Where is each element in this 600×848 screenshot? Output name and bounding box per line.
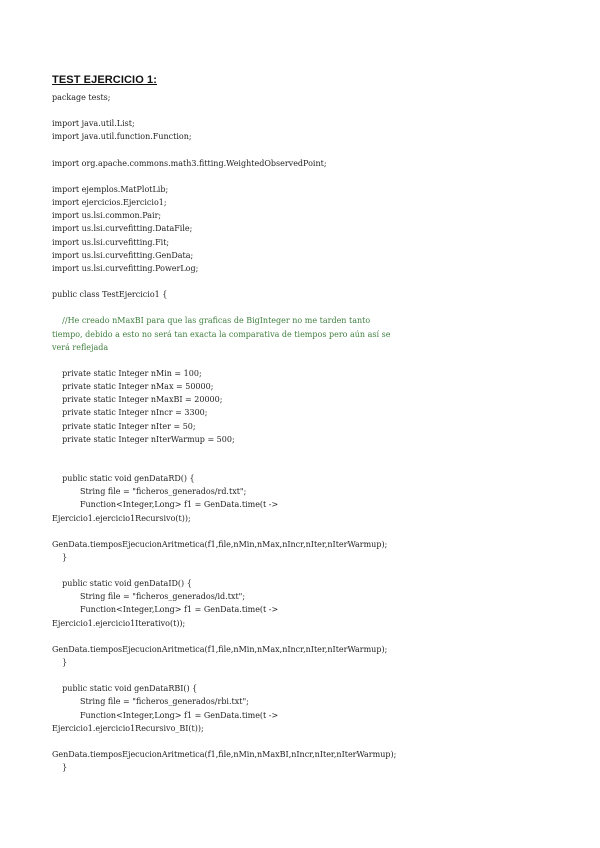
code-line [52,669,592,682]
code-line: String file = "ficheros_generados/rd.txt"; [52,487,247,497]
code-line [52,104,592,117]
code-line: import ejercicios.Ejercicio1; [52,198,167,208]
code-line [52,144,592,157]
code-line: public static void genDataRBI() { [52,684,198,694]
code-line: } [52,658,68,668]
code-line: private static Integer nMax = 50000; [52,382,214,392]
code-line: private static Integer nIter = 50; [52,421,196,431]
code-line: import us.lsi.common.Pair; [52,211,162,221]
code-line: Function<Integer,Long> f1 = GenData.time(t -> [52,710,279,720]
code-line [52,301,592,314]
code-line [52,735,592,748]
code-line [52,564,592,577]
code-block [52,91,592,774]
code-line: Ejercicio1.ejercicio1Recursivo(t)); [52,513,191,523]
code-comment-line: tiempo, debido a esto no será tan exacta la comparativa de tiempos pero aún así se [52,329,391,339]
code-line: GenData.tiemposEjecucionAritmetica(f1,file,nMin,nMax,nIncr,nIter,nIterWarmup); [52,644,388,654]
code-line: private static Integer nIterWarmup = 500; [52,434,235,444]
code-line: Function<Integer,Long> f1 = GenData.time(t -> [52,500,279,510]
code-line: GenData.tiemposEjecucionAritmetica(f1,file,nMin,nMaxBI,nIncr,nIter,nIterWarmup); [52,750,397,760]
code-line: public static void genDataID() { [52,579,192,589]
code-line: private static Integer nIncr = 3300; [52,408,208,418]
code-line: private static Integer nMin = 100; [52,368,202,378]
code-line: String file = "ficheros_generados/id.txt"; [52,592,246,602]
code-line [52,446,592,459]
code-line [52,630,592,643]
code-line: private static Integer nMaxBI = 20000; [52,395,223,405]
code-line [52,354,592,367]
code-comment-line: verá reflejada [52,342,109,352]
section-heading: TEST EJERCICIO 1: [52,74,157,86]
code-line [52,525,592,538]
code-line: import org.apache.commons.math3.fitting.WeightedObservedPoint; [52,158,327,168]
code-comment-line: //He creado nMaxBI para que las graficas de BigInteger no me tarden tanto [52,316,371,326]
code-line: import java.util.List; [52,119,135,129]
code-line [52,170,592,183]
code-line: String file = "ficheros_generados/rbi.txt"; [52,697,249,707]
code-line: Ejercicio1.ejercicio1Recursivo_BI(t)); [52,723,204,733]
code-line: public class TestEjercicio1 { [52,290,168,300]
code-line: package tests; [52,93,111,102]
code-line [52,459,592,472]
code-line: } [52,552,68,562]
code-line: import us.lsi.curvefitting.PowerLog; [52,263,199,273]
code-line: } [52,763,68,773]
code-line: import ejemplos.MatPlotLib; [52,184,169,194]
code-line: import us.lsi.curvefitting.DataFile; [52,224,193,234]
code-line [52,275,592,288]
code-line: Ejercicio1.ejercicio1Iterativo(t)); [52,618,186,628]
code-line: import us.lsi.curvefitting.GenData; [52,250,194,260]
code-line: GenData.tiemposEjecucionAritmetica(f1,file,nMin,nMax,nIncr,nIter,nIterWarmup); [52,539,388,549]
code-line: public static void genDataRD() { [52,474,195,484]
code-line: import us.lsi.curvefitting.Fit; [52,237,170,247]
code-line: import java.util.function.Function; [52,132,192,142]
code-line: Function<Integer,Long> f1 = GenData.time(t -> [52,605,279,615]
